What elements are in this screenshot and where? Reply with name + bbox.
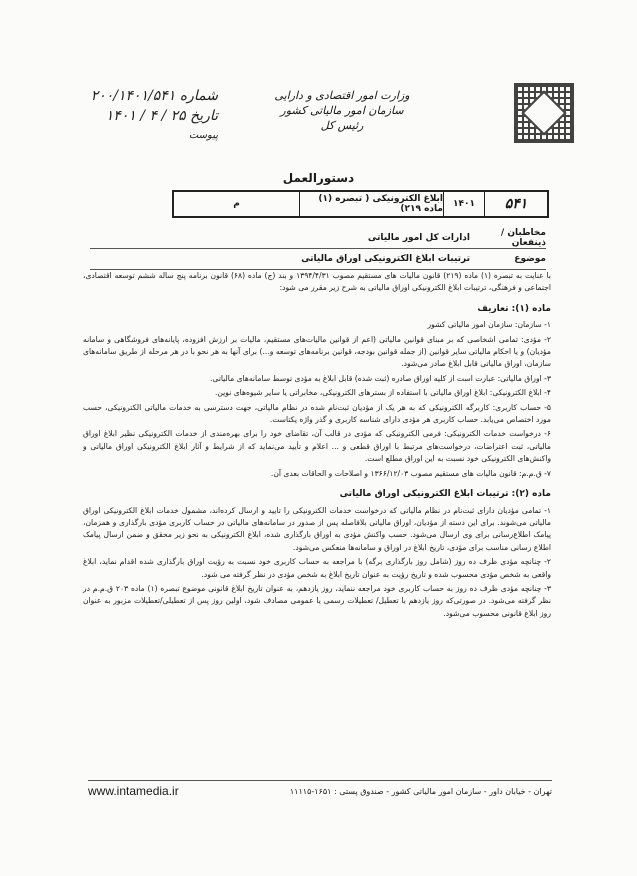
- definition-1: ۱- سازمان: سازمان امور مالیاتی کشور: [427, 320, 551, 330]
- audience-value: ادارات کل امور مالیاتی: [367, 233, 470, 243]
- definition-3: ۳- اوراق مالیاتی: عبارت است از کلیه اوراق صادره (ثبت شده) قابل ابلاغ به مؤدی توسط سامانه‌های مالیاتی.: [210, 373, 551, 383]
- procedure-2: ۲- چنانچه مؤدی ظرف ده روز (شامل روز بارگذاری برگه) با مراجعه به حساب کاربری خود نسبت به رؤیت اوراق بارگذاری شده اقدام نماید، ابلاغ واقعی به شخص مؤدی محسوب شده و تاریخ رؤیت به عنوان تاریخ ابلاغ به شخص مؤدی در نظر گرفته می شود.: [83, 557, 551, 579]
- document-title: دستورالعمل: [282, 171, 355, 185]
- procedure-3: ۳- چنانچه مؤدی ظرف ده روز به حساب کاربری خود مراجعه ننماید، روز یازدهم، به عنوان تاریخ ابلاغ قانونی موضوع تبصره (۱) ماده ۲۰۳ ق.م.م در نظر گرفته می‌شود. در صورتی‌که روز یازدهم با تعطیل/ تعطیلات رسمی یا عمومی مصادف شود، اولین روز پس از تعطیلی/تعطیلات مزبور به عنوان روز ابلاغ قانونی محسوب می‌شود.: [83, 583, 552, 618]
- definition-7: ۷- ق.م.م: قانون مالیات های مستقیم مصوب ۱۳۶۶/۱۲/۰۳ و اصلاحات و الحاقات بعدی آن.: [270, 468, 551, 478]
- emblem-logo: [514, 83, 574, 143]
- instruction-code: م: [233, 199, 240, 209]
- definition-2: ۲- مؤدی: تمامی اشخاصی که بر مبنای قوانین مالیاتی (اعم از قوانین مالیات‌های مستقیم، مالیات بر ارزش افزوده، پایانه‌های فروشگاهی و سامانه مؤدیان) و یا احکام مالیاتی سایر قوانین (از جمله قوانین بودجه، قوانین برنامه‌های توسعه و...) برای آنها به هر نحو با در هر مرحله از طریق سامانه‌های سازمان، اوراق مالیاتی قابل ابلاغ صادر می‌شود.: [83, 334, 551, 369]
- instruction-year: ۱۴۰۱: [443, 192, 484, 216]
- ministry-line: وزارت امور اقتصادی و دارایی: [274, 89, 410, 102]
- section-1-heading: ماده (۱): تعاریف: [477, 303, 551, 314]
- letter-attachment: پیوست: [188, 130, 218, 141]
- letter-references: [78, 86, 218, 146]
- audience-label: مخاطبان / ذینفعان: [500, 228, 546, 248]
- head-line: رئیس کل: [320, 119, 364, 132]
- letter-date: تاریخ ۲۵ / ۴ / ۱۴۰۱: [105, 108, 218, 124]
- footer-address: تهران - خیابان داور - سازمان امور مالیاتی کشور - صندوق پستی : ۱۶۵۱-۱۱۱۱۵: [289, 786, 552, 796]
- meta-table: [90, 228, 546, 270]
- definition-5: ۵- حساب کاربری: کاربرگه الکترونیکی که به هر یک از مؤدیان ثبت‌نام شده در نظام مالیاتی، جهت دسترسی به خدمات مالیاتی الکترونیکی، حسب مورد اختصاص می‌یابد. حساب کاربری هر مؤدی دارای شناسه کاربری و گذر واژه یکتاست.: [83, 402, 551, 425]
- intro-paragraph: با عنایت به تبصره (۱) ماده (۲۱۹) قانون مالیات های مستقیم مصوب ۱۳۹۴/۴/۳۱ و بند (ج) ماده (۶۸) قانون برنامه پنج ساله ششم توسعه اقتصادی، اجتماعی و فرهنگی، ترتیبات ابلاغ الکترونیکی اوراق مالیاتی به شرح زیر مقرر می شود:: [83, 271, 551, 293]
- organization-line: سازمان امور مالیاتی کشور: [280, 104, 404, 117]
- instruction-subject: ابلاغ الکترونیکی ( تبصره (۱) ماده ۲۱۹): [299, 192, 443, 216]
- section-2-heading: ماده (۲): ترتیبات ابلاغ الکترونیکی اوراق مالیاتی: [339, 489, 551, 500]
- footer-website[interactable]: www.intamedia.ir: [88, 784, 179, 798]
- definition-4: ۴- ابلاغ الکترونیکی: ابلاغ اوراق مالیاتی با استفاده از بسترهای الکترونیکی، مخابراتی یا سایر شیوه‌های نوین.: [214, 388, 551, 398]
- organization-header: [257, 88, 427, 133]
- letter-number: شماره ۲۰۰/۱۴۰۱/۵۴۱: [90, 88, 218, 104]
- subject-label: موضوع: [514, 254, 546, 264]
- definition-6: ۶- درخواست خدمات الکترونیکی: فرمی الکترونیکی که مؤدی در قالب آن، تقاضای خود را برای بهره‌مندی از خدمات الکترونیکی نظیر ابلاغ اوراق مالیاتی، ثبت اعتراضات، درخواست‌های مرتبط با اوراق قطعی و ... اعلام و تأیید می‌نماید که از شرایط و آثار ابلاغ الکترونیکی اوراق مالیاتی و واکنش‌های الکترونیکی خود نسبت به این اوراق مطلع است.: [83, 429, 551, 464]
- instruction-number-table: [172, 190, 549, 218]
- subject-value: ترتیبات ابلاغ الکترونیکی اوراق مالیاتی: [301, 254, 470, 264]
- instruction-number: ۵۴۱: [484, 192, 547, 216]
- page-footer: [88, 780, 552, 801]
- document-body: [83, 270, 551, 622]
- subject-row: [90, 249, 546, 270]
- procedure-1: ۱- تمامی مؤدیان دارای ثبت‌نام در نظام مالیاتی که درخواست خدمات الکترونیکی را تایید و ارسال کرده‌اند، مشمول خدمات ابلاغ الکترونیکی اوراق مالیاتی می‌شوند. برای این دسته از مؤدیان، اوراق مالیاتی بلافاصله پس از صدور در سامانه‌های مالیاتی در حساب کاربری مؤدی بارگذاری و همزمان، پیامک اطلاع‌رسانی برای وی ارسال می‌شود. حسب واکنش مؤدی به اوراق بارگذاری شده، ابلاغ الکترونیکی به نحو زیر محقق و ضمن ارسال پیامک اطلاع رسانی مناسب برای مؤدی، تاریخ ابلاغ در اوراق و سامانه‌ها منعکس می‌شود.: [83, 505, 551, 552]
- audience-row: [90, 228, 546, 249]
